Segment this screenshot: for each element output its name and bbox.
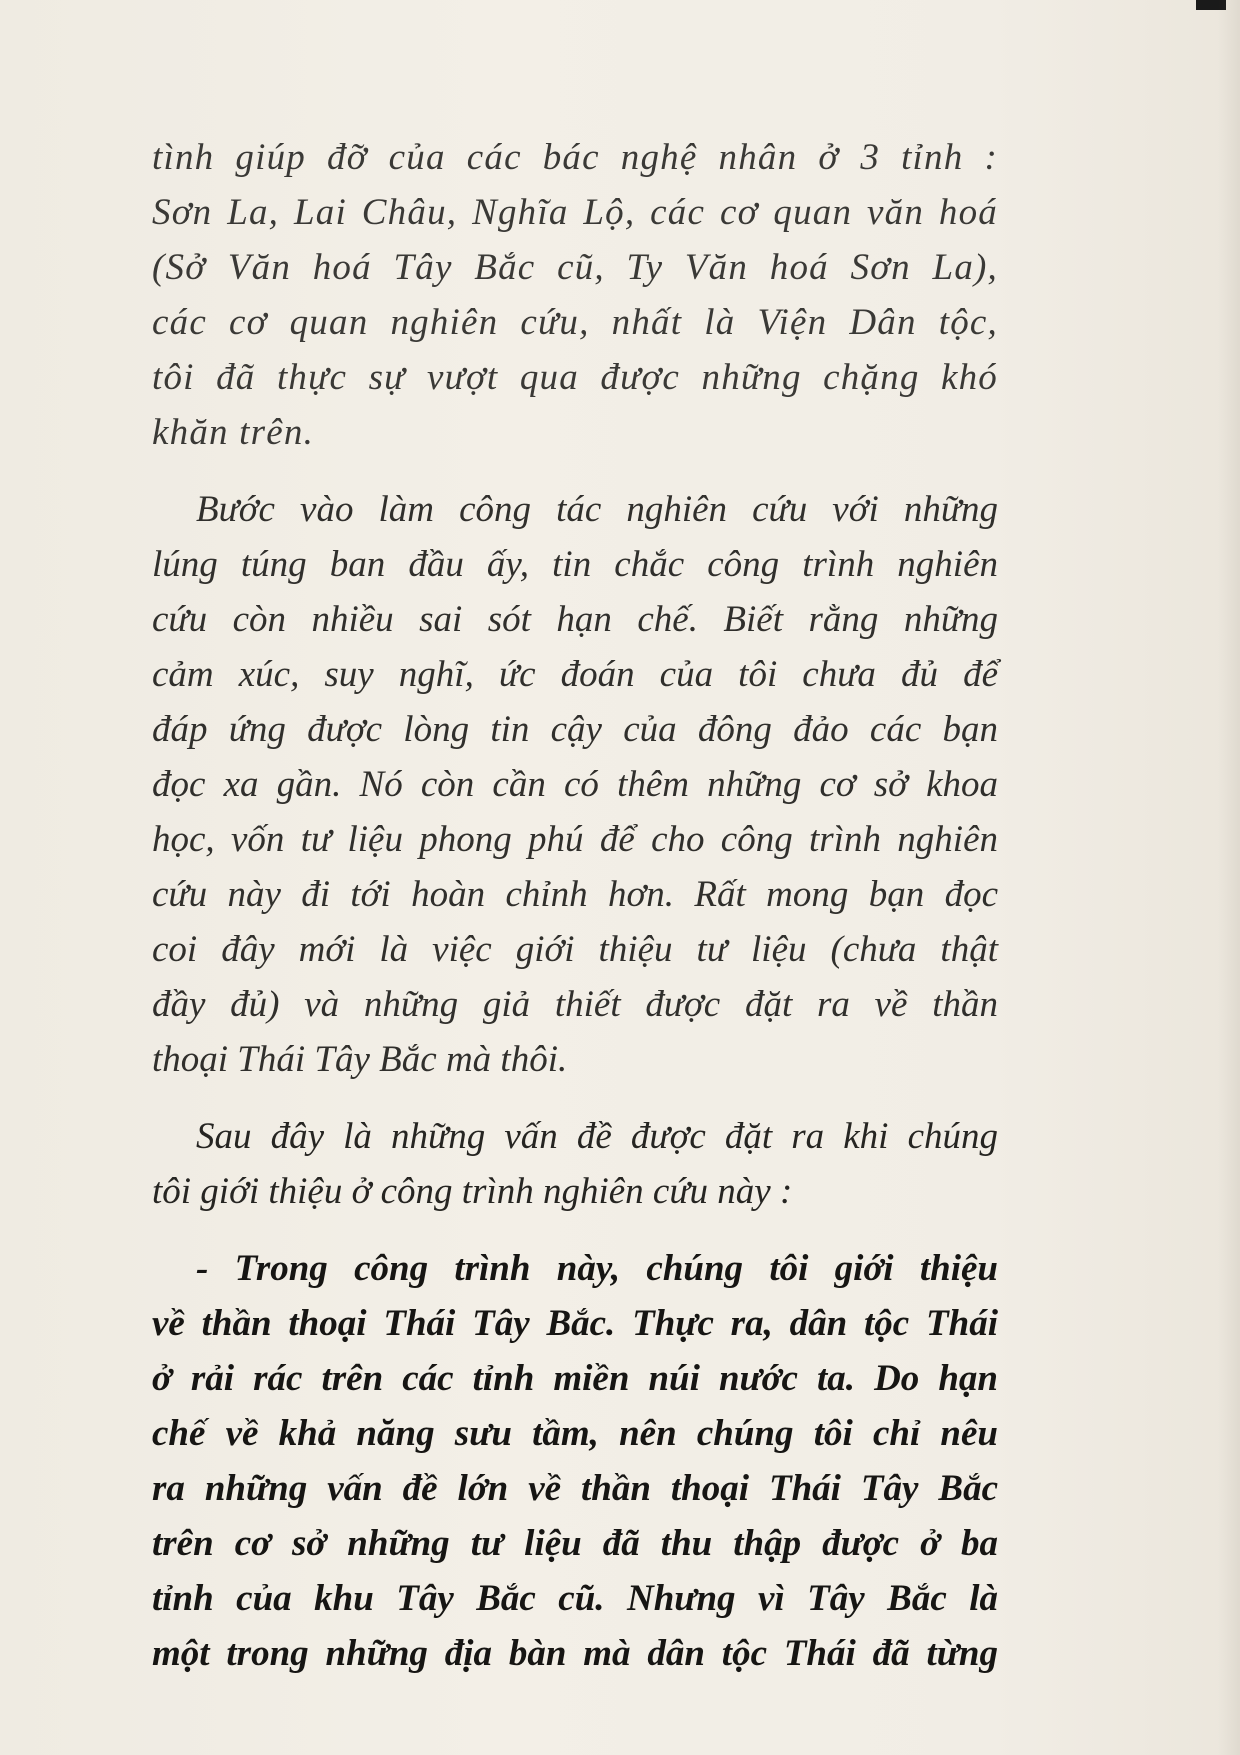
text-line: (Sở Văn hoá Tây Bắc cũ, Ty Văn hoá Sơn La), (152, 247, 998, 288)
text-line: đọc xa gần. Nó còn cần có thêm những cơ sở khoa (152, 764, 998, 805)
text-line: lúng túng ban đầu ấy, tin chắc công trình nghiên (152, 544, 998, 585)
text-line: khăn trên. (152, 412, 315, 453)
text-line: về thần thoại Thái Tây Bắc. Thực ra, dân tộc Thái (152, 1303, 998, 1344)
text-line: Sau đây là những vấn đề được đặt ra khi chúng (196, 1116, 998, 1157)
text-line: trên cơ sở những tư liệu đã thu thập được ở ba (152, 1523, 998, 1564)
text-line: cứu còn nhiều sai sót hạn chế. Biết rằng những (152, 599, 998, 640)
text-line: Sơn La, Lai Châu, Nghĩa Lộ, các cơ quan văn hoá (152, 192, 998, 233)
text-line: một trong những địa bàn mà dân tộc Thái đã từng (152, 1633, 998, 1674)
text-line: đáp ứng được lòng tin cậy của đông đảo các bạn (152, 709, 998, 750)
text-line: các cơ quan nghiên cứu, nhất là Viện Dân tộc, (152, 302, 998, 343)
text-line: học, vốn tư liệu phong phú để cho công trình nghiên (152, 819, 998, 860)
text-line: cảm xúc, suy nghĩ, ức đoán của tôi chưa đủ để (152, 654, 998, 695)
text-line: thoại Thái Tây Bắc mà thôi. (152, 1039, 568, 1080)
paragraph-1 (152, 130, 998, 460)
text-line: tôi đã thực sự vượt qua được những chặng khó (152, 357, 998, 398)
text-line: cứu này đi tới hoàn chỉnh hơn. Rất mong bạn đọc (152, 874, 998, 915)
text-line: chế về khả năng sưu tầm, nên chúng tôi chỉ nêu (152, 1413, 998, 1454)
page-edge-shadow (1218, 0, 1240, 1755)
text-line: tình giúp đỡ của các bác nghệ nhân ở 3 tỉnh : (152, 137, 998, 178)
text-line: coi đây mới là việc giới thiệu tư liệu (chưa thật (152, 929, 998, 970)
text-line: ra những vấn đề lớn về thần thoại Thái Tây Bắc (152, 1468, 998, 1509)
text-line: tỉnh của khu Tây Bắc cũ. Nhưng vì Tây Bắc là (152, 1578, 998, 1619)
paragraph-2 (152, 482, 998, 1087)
text-line: đầy đủ) và những giả thiết được đặt ra về thần (152, 984, 998, 1025)
text-line: Bước vào làm công tác nghiên cứu với những (196, 489, 998, 530)
text-line: tôi giới thiệu ở công trình nghiên cứu này : (152, 1171, 793, 1212)
text-line: - Trong công trình này, chúng tôi giới thiệu (196, 1248, 998, 1289)
paragraph-4 (152, 1241, 998, 1681)
paragraph-3 (152, 1109, 998, 1219)
text-line: ở rải rác trên các tỉnh miền núi nước ta. Do hạn (152, 1358, 998, 1399)
body-text (152, 130, 998, 1681)
